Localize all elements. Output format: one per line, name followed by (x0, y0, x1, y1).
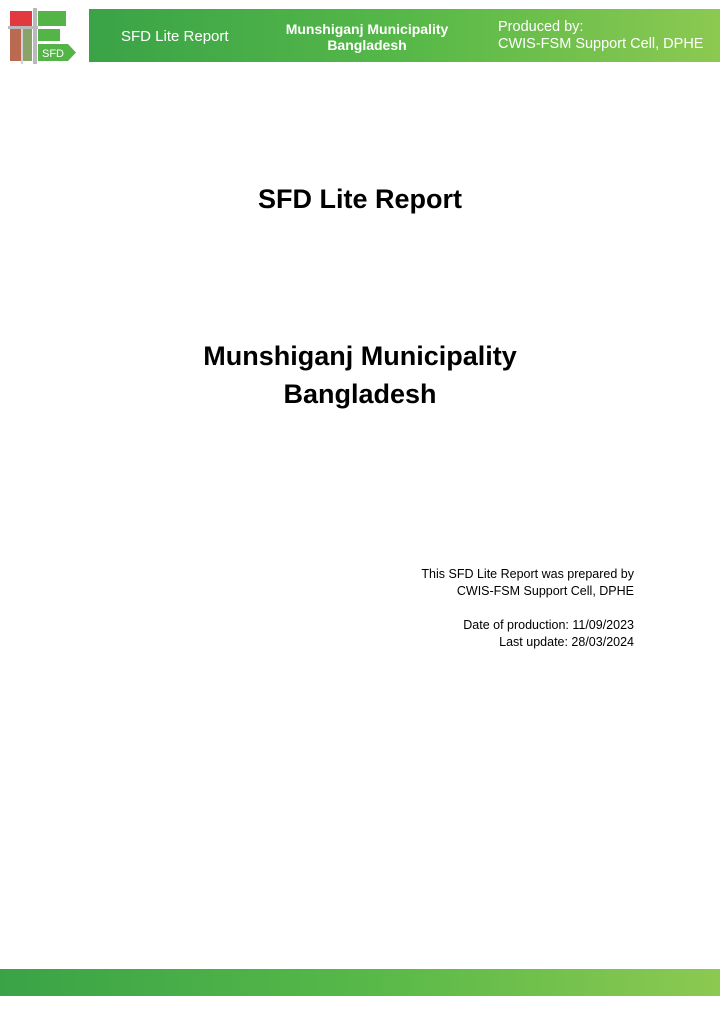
produced-by-label: Produced by: (498, 19, 584, 35)
header-municipality-line2: Bangladesh (327, 37, 407, 53)
page-title: SFD Lite Report (257, 184, 462, 214)
produced-by-value: CWIS-FSM Support Cell, DPHE (498, 36, 704, 52)
footer-band (0, 969, 720, 996)
subject-municipality: Munshiganj Municipality (203, 341, 517, 371)
header-band (89, 9, 720, 62)
header-municipality (267, 21, 467, 53)
preparation-note (421, 566, 634, 600)
production-date: Date of production: 11/09/2023 (463, 618, 634, 632)
preparation-line1: This SFD Lite Report was prepared by (421, 567, 634, 581)
sfd-logo (8, 8, 78, 64)
logo-text: SFD (42, 48, 64, 60)
report-dates (463, 617, 634, 651)
header-report-label: SFD Lite Report (121, 28, 229, 45)
header-produced-by (498, 19, 703, 53)
preparation-line2: CWIS-FSM Support Cell, DPHE (456, 584, 634, 598)
report-subject (0, 337, 720, 413)
header-municipality-line1: Munshiganj Municipality (285, 21, 449, 37)
last-update-date: Last update: 28/03/2024 (499, 635, 634, 649)
subject-country: Bangladesh (283, 379, 437, 409)
